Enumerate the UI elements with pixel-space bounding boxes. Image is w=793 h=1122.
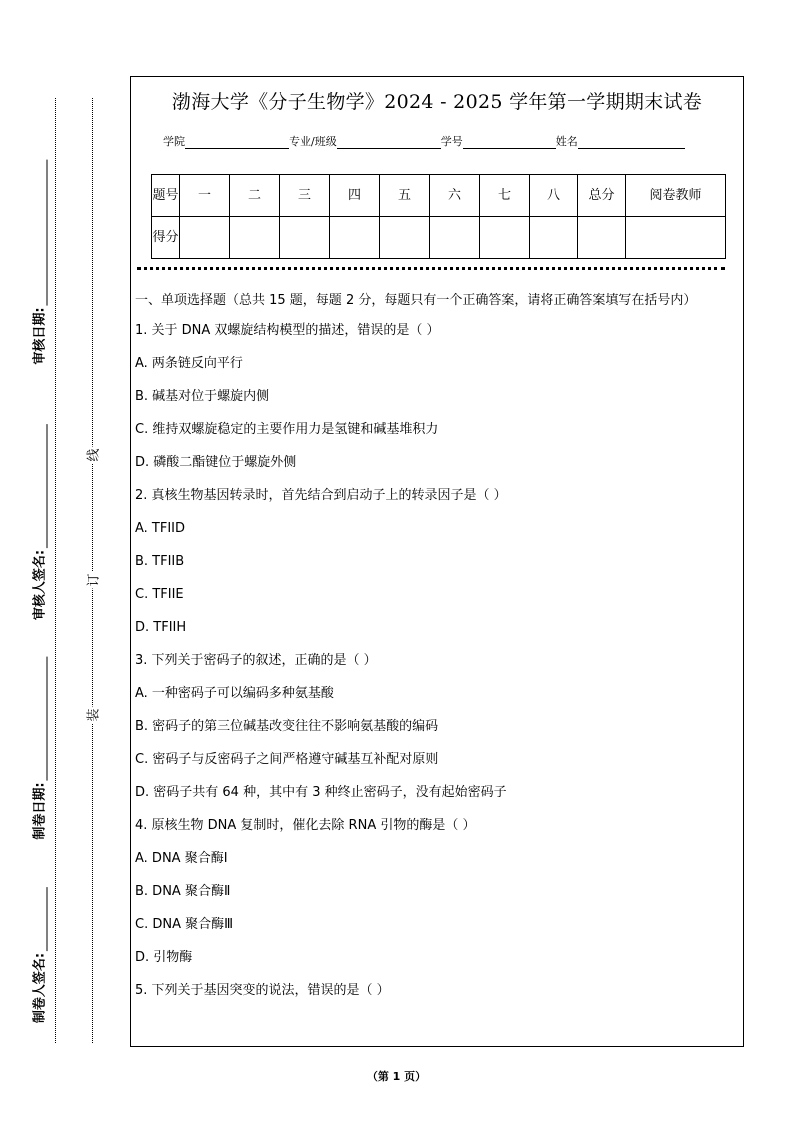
reviewer-sign-blank[interactable]: [35, 424, 48, 548]
score-cell[interactable]: [380, 217, 430, 259]
dotted-separator: [137, 267, 725, 270]
major-class-blank[interactable]: [337, 137, 441, 149]
score-col-total: 总分: [578, 175, 626, 217]
question-option: A. TFIID: [135, 521, 186, 536]
question-option: A. 两条链反向平行: [135, 356, 243, 371]
score-cell[interactable]: [230, 217, 280, 259]
maker-sign-blank[interactable]: [35, 887, 48, 951]
question-option: A. 一种密码子可以编码多种氨基酸: [135, 686, 334, 701]
exam-content: [135, 289, 735, 1013]
question-option: B. TFIIB: [135, 554, 185, 569]
score-cell-total[interactable]: [578, 217, 626, 259]
question-stem: 1. 关于 DNA 双螺旋结构模型的描述，错误的是（ ）: [135, 323, 440, 338]
question-stem: 2. 真核生物基因转录时，首先结合到启动子上的转录因子是（ ）: [135, 488, 507, 503]
question-option: D. 引物酶: [135, 950, 193, 965]
score-col-7: 七: [480, 175, 530, 217]
make-date-label: 制卷日期:: [32, 782, 48, 840]
student-id-label: 学号: [440, 135, 463, 148]
score-label: 得分: [152, 217, 180, 259]
score-cell[interactable]: [330, 217, 380, 259]
major-class-label: 专业/班级: [289, 135, 337, 148]
name-blank[interactable]: [578, 137, 685, 149]
question-stem: 5. 下列关于基因突变的说法，错误的是（ ）: [135, 983, 390, 998]
question-stem: 3. 下列关于密码子的叙述，正确的是（ ）: [135, 653, 377, 668]
student-id-blank[interactable]: [463, 137, 556, 149]
college-blank[interactable]: [185, 137, 289, 149]
score-col-3: 三: [280, 175, 330, 217]
question-option: D. 密码子共有 64 种，其中有 3 种终止密码子，没有起始密码子: [135, 785, 507, 800]
score-col-5: 五: [380, 175, 430, 217]
score-col-grader: 阅卷教师: [626, 175, 726, 217]
student-info-row: [163, 133, 685, 149]
question-stem: 4. 原核生物 DNA 复制时，催化去除 RNA 引物的酶是（ ）: [135, 818, 476, 833]
binding-line-outer: [55, 98, 56, 1043]
score-cell[interactable]: [180, 217, 230, 259]
question-option: C. 密码子与反密码子之间严格遵守碱基互补配对原则: [135, 752, 439, 767]
question-option: A. DNA 聚合酶Ⅰ: [135, 851, 228, 866]
question-option: B. 碱基对位于螺旋内侧: [135, 389, 270, 404]
score-cell[interactable]: [480, 217, 530, 259]
section-title: 一、单项选择题（总共 15 题，每题 2 分，每题只有一个正确答案，请将正确答案填写在括号内）: [135, 293, 697, 308]
score-col-4: 四: [330, 175, 380, 217]
score-col-6: 六: [430, 175, 480, 217]
make-date-blank[interactable]: [35, 656, 48, 780]
name-label: 姓名: [555, 135, 578, 148]
question-option: C. DNA 聚合酶Ⅲ: [135, 917, 234, 932]
score-col-2: 二: [230, 175, 280, 217]
college-label: 学院: [163, 135, 185, 148]
question-option: C. TFIIE: [135, 587, 184, 602]
exam-title: 渤海大学《分子生物学》2024 - 2025 学年第一学期期末试卷: [171, 91, 703, 113]
score-table: [151, 174, 726, 259]
question-option: B. DNA 聚合酶Ⅱ: [135, 884, 231, 899]
score-table-score-row: [152, 217, 726, 259]
review-date-label: 审核日期:: [32, 307, 48, 365]
score-cell-grader[interactable]: [626, 217, 726, 259]
reviewer-sign-label: 审核人签名:: [32, 549, 48, 621]
page-number: （第 1 页）: [366, 1070, 427, 1083]
score-cell[interactable]: [530, 217, 578, 259]
question-option: D. TFIIH: [135, 620, 187, 635]
score-col-1: 一: [180, 175, 230, 217]
maker-sign-label: 制卷人签名:: [32, 952, 48, 1024]
score-table-header-row: [152, 175, 726, 217]
score-cell[interactable]: [280, 217, 330, 259]
exam-frame: [130, 76, 744, 1047]
question-option: D. 磷酸二酯键位于螺旋外侧: [135, 455, 297, 470]
score-col-8: 八: [530, 175, 578, 217]
question-number-label: 题号: [152, 175, 180, 217]
question-option: B. 密码子的第三位碱基改变往往不影响氨基酸的编码: [135, 719, 439, 734]
score-cell[interactable]: [430, 217, 480, 259]
review-date-blank[interactable]: [35, 159, 48, 305]
question-option: C. 维持双螺旋稳定的主要作用力是氢键和碱基堆积力: [135, 422, 439, 437]
